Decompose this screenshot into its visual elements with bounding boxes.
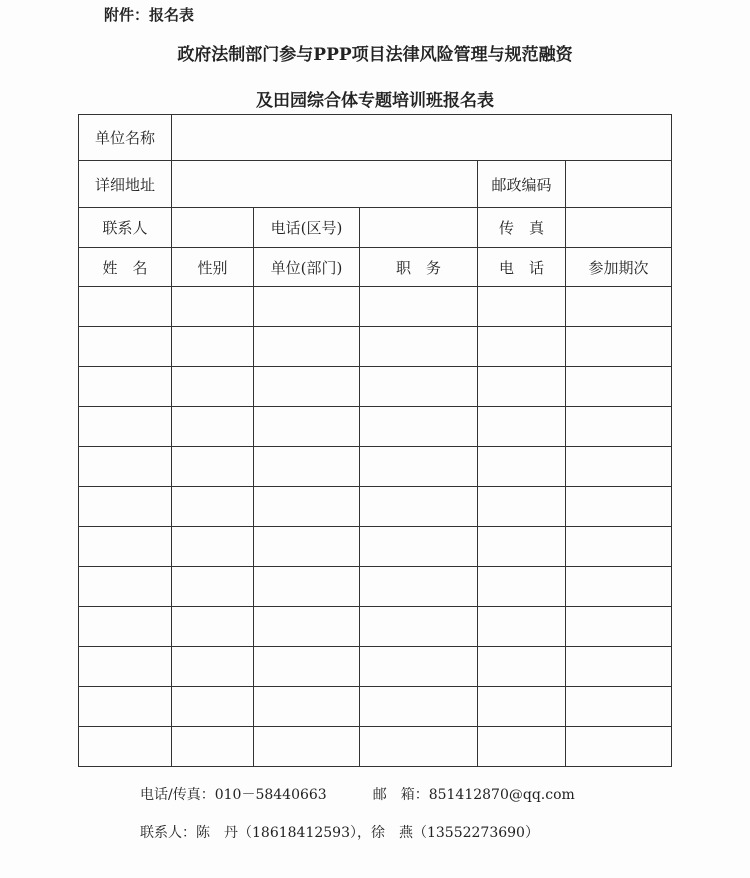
entry-cell-department[interactable] bbox=[254, 407, 360, 447]
entry-cell-phone[interactable] bbox=[478, 487, 566, 527]
entry-cell-department[interactable] bbox=[254, 527, 360, 567]
entry-cell-phone[interactable] bbox=[478, 727, 566, 767]
phone-area-label: 电话(区号) bbox=[254, 208, 360, 248]
entry-cell-session[interactable] bbox=[566, 727, 672, 767]
entry-cell-gender[interactable] bbox=[172, 287, 254, 327]
table-row bbox=[79, 447, 672, 487]
phone-fax-label: 电话/传真： bbox=[140, 787, 215, 803]
phone-cell[interactable] bbox=[360, 208, 478, 248]
footer-contact-line bbox=[140, 784, 575, 804]
entry-cell-gender[interactable] bbox=[172, 487, 254, 527]
entry-cell-phone[interactable] bbox=[478, 647, 566, 687]
entry-cell-department[interactable] bbox=[254, 727, 360, 767]
entry-cell-position[interactable] bbox=[360, 687, 478, 727]
entry-cell-session[interactable] bbox=[566, 447, 672, 487]
document-title-line1: 政府法制部门参与PPP项目法律风险管理与规范融资 bbox=[177, 45, 573, 65]
contact-separator: ， bbox=[356, 825, 371, 841]
entry-cell-name[interactable] bbox=[79, 327, 172, 367]
unit-name-row bbox=[79, 115, 672, 161]
entry-cell-phone[interactable] bbox=[478, 287, 566, 327]
entry-cell-department[interactable] bbox=[254, 367, 360, 407]
entry-cell-name[interactable] bbox=[79, 487, 172, 527]
col-header-department: 单位(部门) bbox=[254, 248, 360, 287]
document-title-line2: 及田园综合体专题培训班报名表 bbox=[256, 91, 494, 111]
address-cell[interactable] bbox=[172, 161, 478, 208]
entry-cell-department[interactable] bbox=[254, 447, 360, 487]
email-label: 邮 箱： bbox=[372, 787, 429, 803]
entry-cell-name[interactable] bbox=[79, 447, 172, 487]
contact-person-1: 陈 丹（18618412593） bbox=[196, 825, 357, 841]
col-header-name: 姓 名 bbox=[79, 248, 172, 287]
entry-cell-name[interactable] bbox=[79, 407, 172, 447]
col-header-position: 职 务 bbox=[360, 248, 478, 287]
entry-cell-gender[interactable] bbox=[172, 567, 254, 607]
table-row bbox=[79, 287, 672, 327]
entry-cell-position[interactable] bbox=[360, 367, 478, 407]
unit-name-label: 单位名称 bbox=[79, 115, 172, 161]
entry-cell-phone[interactable] bbox=[478, 567, 566, 607]
entry-cell-name[interactable] bbox=[79, 727, 172, 767]
entry-cell-name[interactable] bbox=[79, 647, 172, 687]
entry-cell-phone[interactable] bbox=[478, 447, 566, 487]
fax-label: 传 真 bbox=[478, 208, 566, 248]
table-row bbox=[79, 647, 672, 687]
address-label: 详细地址 bbox=[79, 161, 172, 208]
column-header-row bbox=[79, 248, 672, 287]
entry-cell-department[interactable] bbox=[254, 647, 360, 687]
table-row bbox=[79, 727, 672, 767]
entry-cell-gender[interactable] bbox=[172, 407, 254, 447]
entry-cell-phone[interactable] bbox=[478, 407, 566, 447]
postcode-label: 邮政编码 bbox=[478, 161, 566, 208]
entry-cell-phone[interactable] bbox=[478, 527, 566, 567]
entry-cell-phone[interactable] bbox=[478, 687, 566, 727]
entry-cell-gender[interactable] bbox=[172, 447, 254, 487]
entry-cell-gender[interactable] bbox=[172, 367, 254, 407]
entry-cell-department[interactable] bbox=[254, 607, 360, 647]
entry-cell-session[interactable] bbox=[566, 327, 672, 367]
entry-cell-position[interactable] bbox=[360, 647, 478, 687]
entry-cell-session[interactable] bbox=[566, 647, 672, 687]
entry-cell-phone[interactable] bbox=[478, 607, 566, 647]
registration-form-table bbox=[78, 114, 672, 767]
footer-contacts-line bbox=[140, 822, 539, 842]
entry-cell-position[interactable] bbox=[360, 527, 478, 567]
entry-cell-position[interactable] bbox=[360, 407, 478, 447]
entry-cell-gender[interactable] bbox=[172, 687, 254, 727]
entry-cell-position[interactable] bbox=[360, 327, 478, 367]
unit-name-cell[interactable] bbox=[172, 115, 672, 161]
email-value[interactable]: 851412870@qq.com bbox=[428, 787, 575, 803]
contact-row bbox=[79, 208, 672, 248]
entry-cell-department[interactable] bbox=[254, 287, 360, 327]
entry-cell-session[interactable] bbox=[566, 367, 672, 407]
table-row bbox=[79, 527, 672, 567]
phone-fax-value: 010－58440663 bbox=[214, 787, 327, 803]
entry-cell-name[interactable] bbox=[79, 287, 172, 327]
address-row bbox=[79, 161, 672, 208]
table-row bbox=[79, 407, 672, 447]
table-row bbox=[79, 687, 672, 727]
entry-cell-phone[interactable] bbox=[478, 367, 566, 407]
postcode-cell[interactable] bbox=[566, 161, 672, 208]
table-row bbox=[79, 487, 672, 527]
entry-cell-gender[interactable] bbox=[172, 327, 254, 367]
entry-cell-position[interactable] bbox=[360, 287, 478, 327]
entry-cell-position[interactable] bbox=[360, 607, 478, 647]
table-row bbox=[79, 367, 672, 407]
entry-cell-department[interactable] bbox=[254, 327, 360, 367]
contact-label: 联系人 bbox=[79, 208, 172, 248]
attachment-label: 附件：报名表 bbox=[104, 6, 195, 24]
entry-cell-department[interactable] bbox=[254, 567, 360, 607]
col-header-phone: 电 话 bbox=[478, 248, 566, 287]
entry-cell-department[interactable] bbox=[254, 687, 360, 727]
entry-cell-position[interactable] bbox=[360, 727, 478, 767]
entry-cell-gender[interactable] bbox=[172, 727, 254, 767]
entry-cell-session[interactable] bbox=[566, 607, 672, 647]
table-row bbox=[79, 607, 672, 647]
entry-cell-gender[interactable] bbox=[172, 647, 254, 687]
entry-cell-gender[interactable] bbox=[172, 607, 254, 647]
contact-person-2: 徐 燕（13552273690） bbox=[370, 825, 539, 841]
fax-cell[interactable] bbox=[566, 208, 672, 248]
entry-cell-session[interactable] bbox=[566, 487, 672, 527]
entry-cell-name[interactable] bbox=[79, 567, 172, 607]
table-row bbox=[79, 327, 672, 367]
entry-cell-session[interactable] bbox=[566, 567, 672, 607]
entry-cell-gender[interactable] bbox=[172, 527, 254, 567]
entry-cell-session[interactable] bbox=[566, 407, 672, 447]
contact-cell[interactable] bbox=[172, 208, 254, 248]
entry-cell-department[interactable] bbox=[254, 487, 360, 527]
entry-cell-position[interactable] bbox=[360, 567, 478, 607]
table-row bbox=[79, 567, 672, 607]
entry-cell-phone[interactable] bbox=[478, 327, 566, 367]
entry-cell-name[interactable] bbox=[79, 607, 172, 647]
col-header-gender: 性别 bbox=[172, 248, 254, 287]
entry-cell-name[interactable] bbox=[79, 367, 172, 407]
entry-cell-session[interactable] bbox=[566, 527, 672, 567]
entry-cell-session[interactable] bbox=[566, 287, 672, 327]
entry-cell-name[interactable] bbox=[79, 687, 172, 727]
entry-cell-name[interactable] bbox=[79, 527, 172, 567]
entry-cell-position[interactable] bbox=[360, 447, 478, 487]
contacts-label: 联系人： bbox=[140, 825, 196, 841]
col-header-session: 参加期次 bbox=[566, 248, 672, 287]
entry-cell-position[interactable] bbox=[360, 487, 478, 527]
entry-cell-session[interactable] bbox=[566, 687, 672, 727]
